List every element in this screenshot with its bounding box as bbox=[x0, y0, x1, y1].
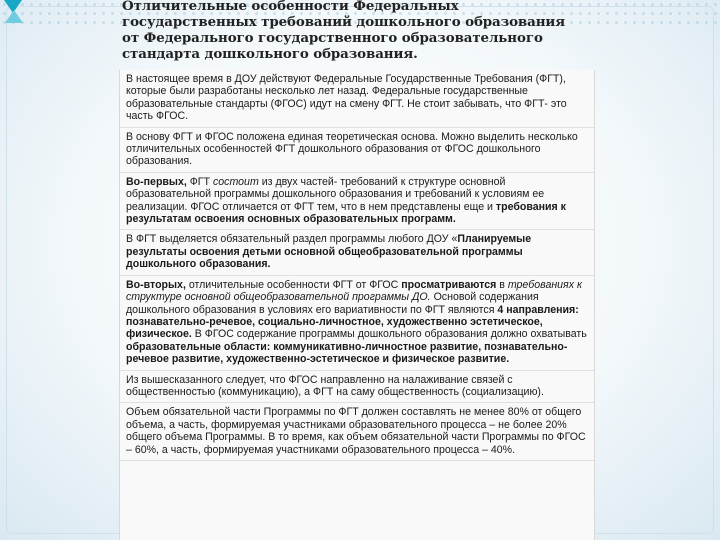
text-run: Объем обязательной части Программы по ФГТ должен составлять не менее 80% от общего объема, а часть, формируемая участниками образовательного процесса – не более 20% общего объема Программы. В то время, как объем обязательной части Программы по ФГОС – 60%, а часть, формируемая участниками образовательного процесса – 40%. bbox=[126, 406, 586, 456]
text-run: ФГТ bbox=[189, 175, 213, 188]
text-run: в bbox=[496, 278, 508, 291]
paragraph-5 bbox=[120, 276, 594, 371]
paragraph-4 bbox=[120, 230, 594, 275]
text-panel bbox=[119, 70, 595, 540]
text-run: требованиях к структуре основной общеобразовательной программы ДО. bbox=[126, 278, 582, 304]
triangle-ornament-icon bbox=[5, 10, 23, 23]
text-run: В основу ФГТ и ФГОС положена единая теоретическая основа. Можно выделить несколько отличительных особенностей ФГТ дошкольного образования от ФГОС дошкольного образования. bbox=[126, 130, 578, 168]
text-run: состоит bbox=[212, 175, 259, 188]
slide-title: Отличительные особенности Федеральных государственных требований дошкольного образования от Федерального государственного образовательного стандарта дошкольного образования. bbox=[122, 0, 566, 62]
text-run: образовательные области: коммуникативно-личностное развитие, познавательно-речевое развитие, художественно-эстетическое и физическое развитие. bbox=[126, 340, 568, 366]
text-run: Основой содержания дошкольного образования в условиях его вариативности по ФГТ являются bbox=[126, 291, 539, 316]
text-run: отличительные особенности ФГТ от ФГОС bbox=[188, 278, 402, 291]
paragraph-3 bbox=[120, 173, 594, 231]
text-run: В настоящее время в ДОУ действуют Федеральные Государственные Требования (ФГТ), которые были разработаны несколько лет назад. Федеральные государственные образовательные стандарты (ФГОС) идут на смену ФГТ. Не стоит забывать, что ФГТ- это часть ФГОС. bbox=[126, 73, 567, 123]
text-run: 4 направления: познавательно-речевое, социально-личностное, художественно эстетическое, физическое. bbox=[126, 303, 579, 341]
text-run: из двух частей- требований к структуре основной образовательной программы дошкольного образования и требований к условиям ее реализации. ФГОС отличается от ФГТ тем, что в нем представлены еще и bbox=[126, 175, 545, 213]
text-run: В ФГТ выделяется обязательный раздел программы любого ДОУ « bbox=[126, 233, 458, 246]
text-run: просматриваются bbox=[401, 278, 497, 291]
paragraph-2 bbox=[120, 128, 594, 173]
text-run: Во-вторых, bbox=[126, 278, 189, 291]
paragraph-6 bbox=[120, 371, 594, 404]
text-run: требования к результатам освоения основных образовательных программ. bbox=[126, 200, 566, 226]
paragraph-7 bbox=[120, 403, 594, 461]
text-run: В ФГОС содержание программы дошкольного образования должно охватывать bbox=[191, 328, 587, 341]
paragraph-1 bbox=[120, 70, 594, 128]
text-run: Во-первых, bbox=[126, 175, 190, 188]
text-run: Планируемые результаты освоения детьми основной общеобразовательной программы дошкольного образования. bbox=[126, 233, 532, 271]
text-run: Из вышесказанного следует, что ФГОС направленно на налаживание связей с общественностью (коммуникацию), а ФГТ на саму общественность (социализацию). bbox=[126, 373, 544, 398]
